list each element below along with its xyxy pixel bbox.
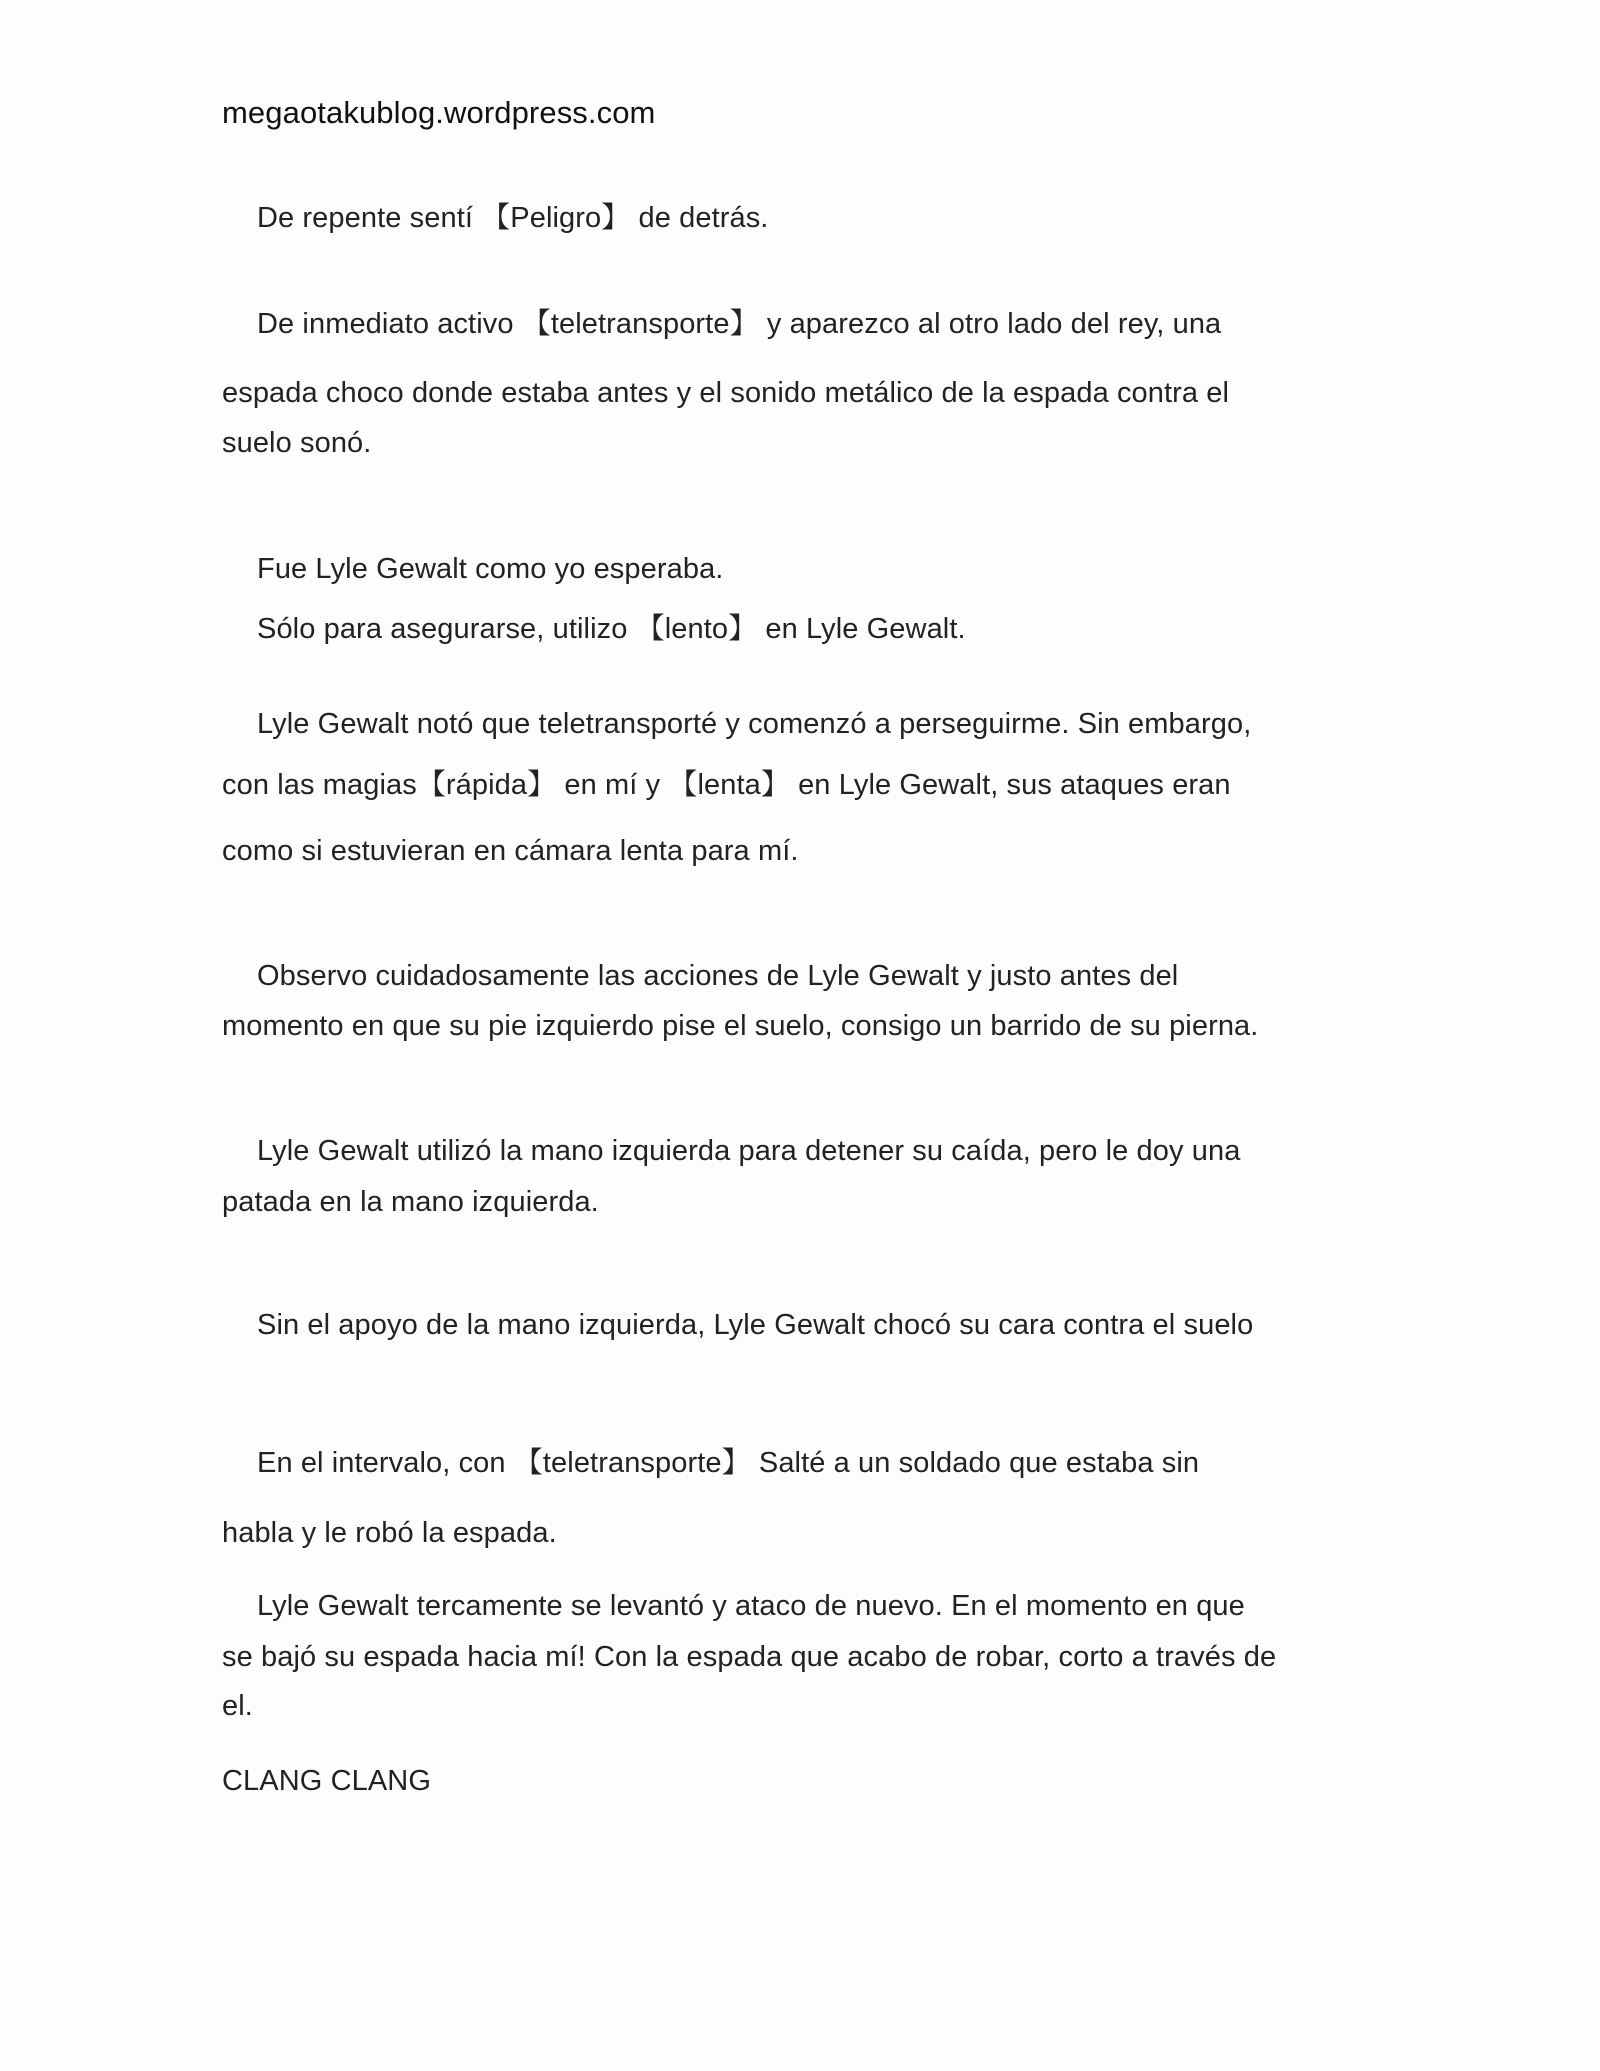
text-line: habla y le robó la espada. — [222, 1517, 557, 1549]
text-line: De inmediato activo 【teletransporte】 y aparezco al otro lado del rey, una — [257, 308, 1222, 340]
text-line: espada choco donde estaba antes y el sonido metálico de la espada contra el — [222, 377, 1230, 409]
text-line: Sin el apoyo de la mano izquierda, Lyle Gewalt chocó su cara contra el suelo — [257, 1309, 1254, 1341]
text-line: con las magias【rápida】 en mí y 【lenta】 en Lyle Gewalt, sus ataques eran — [222, 769, 1231, 801]
text-line: como si estuvieran en cámara lenta para mí. — [222, 835, 799, 867]
text-line: En el intervalo, con 【teletransporte】 Salté a un soldado que estaba sin — [257, 1447, 1200, 1479]
text-line: patada en la mano izquierda. — [222, 1186, 599, 1218]
text-line: Lyle Gewalt notó que teletransporté y comenzó a perseguirme. Sin embargo, — [257, 708, 1252, 740]
text-line: Observo cuidadosamente las acciones de Lyle Gewalt y justo antes del — [257, 960, 1179, 992]
text-line: De repente sentí 【Peligro】 de detrás. — [257, 202, 769, 234]
text-line: Lyle Gewalt utilizó la mano izquierda para detener su caída, pero le doy una — [257, 1135, 1241, 1167]
text-line: suelo sonó. — [222, 427, 372, 459]
text-line: CLANG CLANG — [222, 1765, 431, 1797]
text-line: Fue Lyle Gewalt como yo esperaba. — [257, 553, 724, 585]
text-line: Sólo para asegurarse, utilizo 【lento】 en Lyle Gewalt. — [257, 613, 966, 645]
text-line: Lyle Gewalt tercamente se levantó y ataco de nuevo. En el momento en que — [257, 1590, 1245, 1622]
text-line: el. — [222, 1690, 253, 1722]
text-line: momento en que su pie izquierdo pise el suelo, consigo un barrido de su pierna. — [222, 1010, 1259, 1042]
text-line: se bajó su espada hacia mí! Con la espada que acabo de robar, corto a través de — [222, 1641, 1277, 1673]
site-header: megaotakublog.wordpress.com — [222, 95, 656, 130]
